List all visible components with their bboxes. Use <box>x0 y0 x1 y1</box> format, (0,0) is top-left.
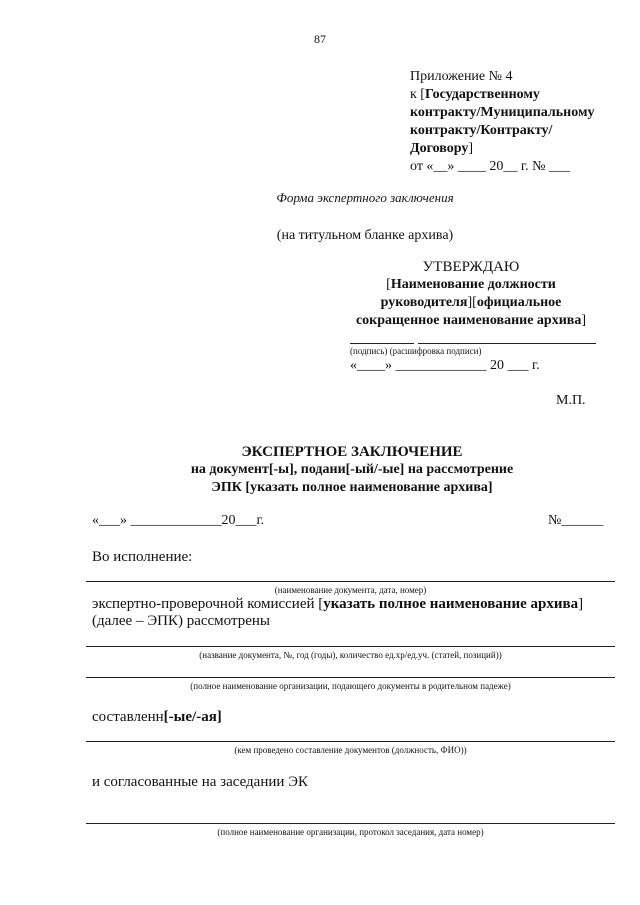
rule-composer <box>86 741 615 742</box>
agreed-line: и согласованные на заседании ЭК <box>92 774 309 790</box>
appendix-line5-suffix: ] <box>468 141 474 156</box>
appendix-line1: Приложение № 4 <box>410 69 513 84</box>
signature-caption: (подпись) (расшифровка подписи) <box>350 346 482 356</box>
approval-block <box>340 258 602 330</box>
form-title: Форма экспертного заключения <box>276 190 454 205</box>
approval-line2 <box>340 294 602 312</box>
approval-line3-suffix: ] <box>581 313 587 328</box>
blank-note: (на титульном бланке архива) <box>276 228 454 243</box>
commission-line <box>92 596 583 613</box>
composed-prefix: составленн <box>92 709 164 725</box>
appendix-line4: контракту/Контракту/ <box>410 123 553 138</box>
approval-line2-mid: ][ <box>467 295 477 310</box>
rule-organization <box>86 677 615 678</box>
signature-decoding-line <box>418 343 596 344</box>
composed-line <box>92 709 222 726</box>
approval-line2-bold2: официальное <box>476 295 562 310</box>
appendix-line5 <box>410 140 630 158</box>
approval-line2-bold: руководителя <box>380 295 468 310</box>
appendix-line3: контракту/Муниципальному <box>410 105 595 120</box>
appendix-line2-bold: Государственному <box>424 87 540 102</box>
conclusion-date: «___» _____________20___г. <box>92 513 265 528</box>
reviewed-line: (далее – ЭПК) рассмотрены <box>92 613 270 629</box>
document-heading <box>0 443 640 497</box>
heading-line2: на документ[-ы], подани[-ый/-ые] на рассмотрение <box>190 462 514 477</box>
caption-composer: (кем проведено составление документов (должность, ФИО)) <box>234 745 467 755</box>
heading-title: ЭКСПЕРТНОЕ ЗАКЛЮЧЕНИЕ <box>241 444 463 460</box>
rule-document <box>86 581 615 582</box>
approval-line3 <box>340 312 602 330</box>
caption-organization: (полное наименование организации, подающего документы в родительном падеже) <box>190 681 511 691</box>
caption-meeting: (полное наименование организации, протокол заседания, дата номер) <box>217 827 484 837</box>
appendix-line5-bold: Договору <box>410 141 469 156</box>
rule-meeting <box>86 823 615 824</box>
stamp-place: М.П. <box>556 393 586 408</box>
approval-title: УТВЕРЖДАЮ <box>422 259 520 275</box>
approval-line1-bold: Наименование должности <box>390 277 556 292</box>
commission-prefix: экспертно-проверочной комиссией [ <box>92 596 324 612</box>
approval-date-line: «____» _____________ 20 ___ г. <box>350 358 540 373</box>
appendix-line6: от «__» ____ 20__ г. № ___ <box>410 159 570 174</box>
commission-bold: указать полное наименование архива <box>323 596 579 612</box>
appendix-block <box>410 68 630 176</box>
appendix-line2-prefix: к [ <box>410 87 425 102</box>
rule-document-name <box>86 646 615 647</box>
caption-document-name: (название документа, №, год (годы), количество ед.хр/ед.уч. (статей, позиций)) <box>199 650 502 660</box>
heading-line3: ЭПК [указать полное наименование архива] <box>211 480 493 495</box>
approval-line3-text: сокращенное наименование архива <box>355 313 582 328</box>
caption-document: (наименование документа, дата, номер) <box>274 585 427 595</box>
approval-line1-prefix: [ <box>386 277 391 292</box>
in-execution-label: Во исполнение: <box>92 549 193 565</box>
page-number: 87 <box>314 32 326 46</box>
appendix-line2 <box>410 86 630 104</box>
signature-line <box>350 343 414 344</box>
approval-line1 <box>340 276 602 294</box>
commission-suffix: ] <box>578 596 584 612</box>
composed-bold: [-ые/-ая] <box>163 709 222 725</box>
conclusion-number: №______ <box>548 513 604 528</box>
